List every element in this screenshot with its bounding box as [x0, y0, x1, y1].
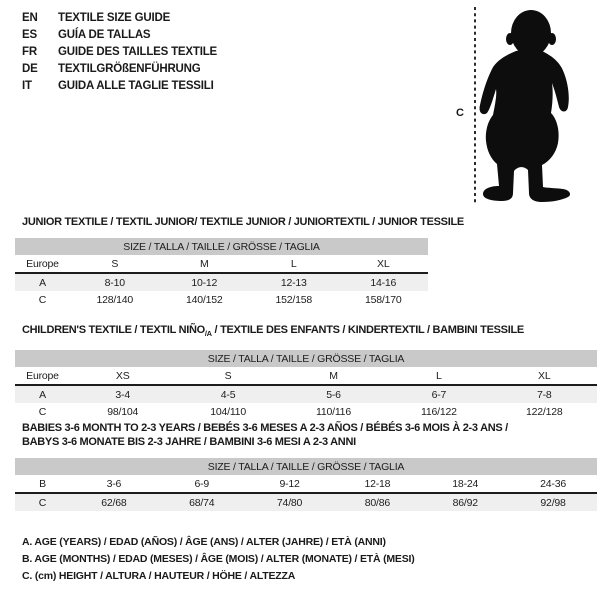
row-label-cell: A [15, 385, 70, 403]
table-row [15, 475, 597, 493]
babies-textile-section [15, 421, 597, 511]
table-cell: 110/116 [315, 405, 351, 418]
table-cell: 104/110 [210, 405, 246, 418]
table-cell: 152/158 [275, 293, 313, 306]
language-row [22, 61, 217, 78]
table-cell: 128/140 [96, 293, 134, 306]
table-cell: 4-5 [175, 385, 280, 403]
table-row [15, 255, 428, 273]
table-cell: S [175, 367, 280, 385]
language-title: GUIDA ALLE TAGLIE TESSILI [58, 80, 214, 92]
table-cell: 80/86 [333, 493, 421, 511]
legend-note-line: C. (cm) HEIGHT / ALTURA / HAUTEUR / HÖHE / ALTEZZA [22, 570, 296, 582]
row-label-cell: B [15, 475, 70, 493]
size-table [15, 458, 597, 511]
row-label-cell: A [15, 273, 70, 291]
table-title [22, 323, 597, 341]
table-cell: 122/128 [526, 405, 563, 418]
size-header-cell: SIZE / TALLA / TAILLE / GRÖSSE / TAGLIA [15, 238, 428, 255]
table-cell: 5-6 [281, 385, 386, 403]
table-cell: 158/170 [364, 293, 402, 306]
table-cell: M [160, 255, 250, 273]
baby-height-figure [450, 3, 600, 205]
language-code: ES [22, 29, 37, 41]
table-cell: 8-10 [70, 273, 160, 291]
children-textile-section [15, 323, 597, 420]
table-cell: 18-24 [421, 475, 509, 493]
size-header-cell: SIZE / TALLA / TAILLE / GRÖSSE / TAGLIA [15, 350, 597, 367]
size-header-row [15, 458, 597, 475]
language-title: TEXTILGRÖßENFÜHRUNG [58, 63, 201, 75]
language-title: GUÍA DE TALLAS [58, 29, 151, 41]
table-cell: 68/74 [158, 493, 246, 511]
language-row [22, 44, 217, 61]
baby-silhouette-graphic [450, 3, 600, 205]
language-row [22, 27, 217, 44]
table-cell: 14-16 [339, 273, 429, 291]
legend-note-line: B. AGE (MONTHS) / EDAD (MESES) / ÂGE (MOIS) / ALTER (MONATE) / ETÀ (MESI) [22, 553, 415, 565]
table-row [15, 385, 597, 403]
table-cell: L [386, 367, 491, 385]
table-cell: 3-6 [70, 475, 158, 493]
table-cell: 10-12 [160, 273, 250, 291]
height-measure-label: C [456, 107, 464, 119]
table-cell: XL [339, 255, 429, 273]
language-code: IT [22, 80, 32, 92]
table-title [22, 421, 597, 449]
baby-silhouette [480, 10, 570, 202]
row-label-cell: C [15, 493, 70, 511]
language-row [22, 10, 217, 27]
table-cell: 6-9 [158, 475, 246, 493]
table-cell: L [249, 255, 339, 273]
table-cell: 140/152 [185, 293, 223, 306]
junior-textile-section [15, 215, 464, 308]
table-cell: M [281, 367, 386, 385]
table-cell: 74/80 [246, 493, 334, 511]
table-cell: 92/98 [509, 493, 597, 511]
row-label-cell: C [38, 293, 47, 306]
table-cell: 116/122 [420, 405, 457, 418]
size-header-cell: SIZE / TALLA / TAILLE / GRÖSSE / TAGLIA [15, 458, 597, 475]
language-row [22, 78, 217, 95]
size-table [15, 238, 428, 308]
table-title-text: / TEXTILE DES ENFANTS / KINDERTEXTIL / BAMBINI TESSILE [211, 324, 524, 336]
size-header-row [15, 350, 597, 367]
table-row [15, 493, 597, 511]
table-title-text: BABIES 3-6 MONTH TO 2-3 YEARS / BEBÉS 3-6 MESES A 2-3 AÑOS / BÉBÉS 3-6 MOIS À 2-3 ANS / [22, 422, 508, 434]
size-table [15, 350, 597, 420]
legend-note-line: A. AGE (YEARS) / EDAD (AÑOS) / ÂGE (ANS) / ALTER (JAHRE) / ETÀ (ANNI) [22, 536, 386, 548]
table-title-text: /A [204, 329, 212, 339]
table-cell: XS [70, 367, 175, 385]
table-row [15, 403, 597, 420]
table-title [22, 215, 464, 229]
table-title-text: JUNIOR TEXTILE / TEXTIL JUNIOR/ TEXTILE JUNIOR / JUNIORTEXTIL / JUNIOR TESSILE [22, 216, 464, 228]
language-code: FR [22, 46, 37, 58]
table-cell: 3-4 [70, 385, 175, 403]
row-label-cell: C [38, 405, 47, 418]
table-cell: XL [492, 367, 597, 385]
table-cell: 12-13 [249, 273, 339, 291]
table-cell: 86/92 [421, 493, 509, 511]
row-label-cell: Europe [15, 367, 70, 385]
table-cell: 24-36 [509, 475, 597, 493]
table-cell: 98/104 [107, 405, 139, 418]
language-code: EN [22, 12, 38, 24]
size-header-row [15, 238, 428, 255]
language-title: GUIDE DES TAILLES TEXTILE [58, 46, 217, 58]
language-title: TEXTILE SIZE GUIDE [58, 12, 171, 24]
table-title-text: BABYS 3-6 MONATE BIS 2-3 JAHRE / BAMBINI 3-6 MESI A 2-3 ANNI [22, 436, 356, 448]
row-label-cell: Europe [15, 255, 70, 273]
language-title-list [22, 10, 217, 95]
legend-notes [22, 534, 415, 585]
table-cell: 6-7 [386, 385, 491, 403]
table-row [15, 291, 428, 308]
table-row [15, 367, 597, 385]
table-cell: 7-8 [492, 385, 597, 403]
table-cell: S [70, 255, 160, 273]
table-cell: 9-12 [246, 475, 334, 493]
table-row [15, 273, 428, 291]
table-cell: 62/68 [70, 493, 158, 511]
table-cell: 12-18 [333, 475, 421, 493]
language-code: DE [22, 63, 38, 75]
table-title-text: CHILDREN'S TEXTILE / TEXTIL NIÑO [22, 324, 205, 336]
